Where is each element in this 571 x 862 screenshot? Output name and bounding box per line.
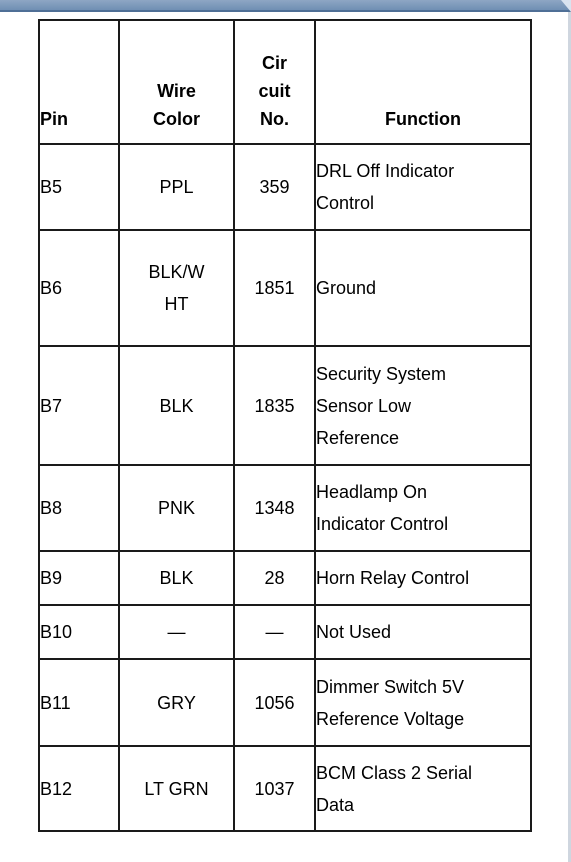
header-function: Function [315,20,531,144]
table-row [39,346,531,465]
cell-wire-color: PNK [119,465,234,551]
table-row [39,230,531,346]
cell-circuit-no: 1835 [234,346,315,465]
cell-function: Headlamp On Indicator Control [315,465,531,551]
table-row [39,659,531,746]
cell-wire-color: BLK [119,551,234,605]
header-pin: Pin [39,20,119,144]
window-top-bar [0,0,571,12]
cell-wire-color: LT GRN [119,746,234,831]
cell-wire-color: BLK/W HT [119,230,234,346]
cell-function: DRL Off Indicator Control [315,144,531,230]
top-bar-corner [561,0,571,12]
cell-pin: B6 [39,230,119,346]
cell-circuit-no: — [234,605,315,659]
table-row [39,746,531,831]
cell-wire-color: GRY [119,659,234,746]
table-row [39,144,531,230]
cell-pin: B8 [39,465,119,551]
cell-function: Horn Relay Control [315,551,531,605]
table-row [39,465,531,551]
pin-table [38,19,532,832]
header-circuit-no: Cir cuit No. [234,20,315,144]
cell-circuit-no: 1037 [234,746,315,831]
cell-pin: B9 [39,551,119,605]
cell-pin: B5 [39,144,119,230]
table-row [39,551,531,605]
header-wire-color: Wire Color [119,20,234,144]
cell-function: BCM Class 2 Serial Data [315,746,531,831]
cell-wire-color: PPL [119,144,234,230]
cell-wire-color: BLK [119,346,234,465]
cell-circuit-no: 1348 [234,465,315,551]
cell-circuit-no: 1851 [234,230,315,346]
cell-circuit-no: 1056 [234,659,315,746]
cell-function: Dimmer Switch 5V Reference Voltage [315,659,531,746]
cell-function: Not Used [315,605,531,659]
cell-circuit-no: 28 [234,551,315,605]
cell-circuit-no: 359 [234,144,315,230]
cell-pin: B10 [39,605,119,659]
cell-function: Security System Sensor Low Reference [315,346,531,465]
table-row [39,605,531,659]
cell-function: Ground [315,230,531,346]
table-header-row [39,20,531,144]
cell-pin: B11 [39,659,119,746]
cell-pin: B7 [39,346,119,465]
cell-wire-color: — [119,605,234,659]
cell-pin: B12 [39,746,119,831]
